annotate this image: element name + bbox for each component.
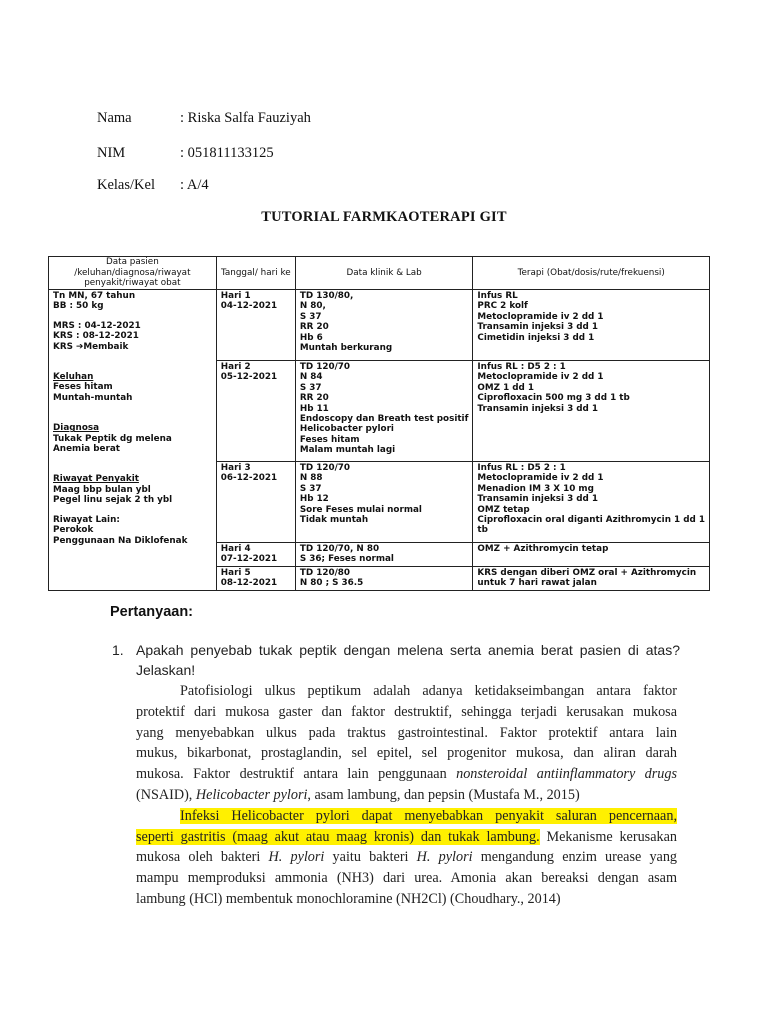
- clinic-line: N 88: [299, 473, 323, 484]
- answer-italic: H. pylori: [416, 849, 473, 866]
- highlighted-text: Infeksi Helicobacter pylori dapat menyebabkan penyakit saluran pencernaan,: [180, 807, 677, 824]
- table-header-row: [49, 257, 710, 290]
- answer-italic: H. pylori: [268, 849, 325, 866]
- header-date-line: hari ke: [260, 267, 291, 278]
- kelas-value: : A/4: [180, 177, 209, 193]
- riwayat-lain-heading: Riwayat Lain:: [53, 514, 120, 525]
- nim-value: : 051811133125: [180, 145, 274, 161]
- day-label: Hari 4: [220, 544, 251, 554]
- therapy-line: Infus RL: [477, 291, 518, 301]
- therapy-line: Infus RL : D5 2 : 1: [477, 463, 566, 473]
- answer-line: Patofisiologi ulkus peptikum adalah adanya ketidakseimbangan antara faktor: [180, 683, 677, 699]
- answer-text: mukosa oleh bakteri: [136, 849, 269, 866]
- nim-label: NIM: [97, 145, 126, 161]
- clinic-line: N 80 ; S 36.5: [299, 578, 364, 589]
- patient-weight: BB : 50 kg: [53, 301, 104, 312]
- day-date: 05-12-2021: [220, 372, 278, 383]
- therapy-line: Ciprofloxacin oral diganti Azithromycin 1 dd 1: [477, 515, 705, 526]
- day-cell: [216, 290, 295, 361]
- day-cell: [216, 543, 295, 567]
- answer-text: (NSAID),: [136, 786, 196, 803]
- answer-text: mengandung enzim urease yang: [472, 849, 678, 866]
- highlighted-text: seperti gastritis (maag akut atau maag kronis) dan tukak lambung.: [136, 828, 540, 845]
- answer-line: yang menyebabkan ulkus pada traktus gastrointestinal. Faktor protektif antara lain: [136, 724, 677, 741]
- clinic-line: S 37: [299, 311, 322, 322]
- therapy-cell: [473, 290, 710, 361]
- therapy-cell: [473, 361, 710, 462]
- therapy-cell: [473, 543, 710, 567]
- answer-line: [136, 827, 677, 848]
- clinic-line: Hb 11: [299, 403, 329, 414]
- day-label: Hari 3: [220, 463, 251, 473]
- therapy-cell: [473, 567, 710, 591]
- name-label: Nama: [97, 110, 132, 126]
- day-cell: [216, 361, 295, 462]
- patient-krs: KRS : 08-12-2021: [53, 331, 139, 342]
- clinic-line: Helicobacter pylori: [299, 424, 394, 435]
- header-clinic: [295, 257, 473, 290]
- question-number: 1.: [112, 642, 124, 658]
- diagnosa-heading: Diagnosa: [53, 423, 100, 434]
- clinic-line: Muntah berkurang: [299, 343, 393, 354]
- therapy-cell: [473, 462, 710, 543]
- day-date: 04-12-2021: [220, 301, 278, 312]
- clinic-line: TD 120/70, N 80: [299, 544, 380, 554]
- clinic-line: TD 120/70: [299, 463, 351, 473]
- day-label: Hari 5: [220, 568, 251, 578]
- patient-krs-status: KRS ➔Membaik: [53, 341, 129, 352]
- answer-line: [136, 764, 677, 785]
- clinic-line: Tidak muntah: [299, 515, 369, 526]
- therapy-line: Cimetidin injeksi 3 dd 1: [477, 332, 595, 343]
- answer-text: mukosa. Faktor destruktif antara lain penggunaan: [136, 766, 457, 783]
- header-clinic-line: Data klinik & Lab: [346, 267, 422, 278]
- clinic-line: Endoscopy dan Breath test positif: [299, 414, 469, 425]
- clinic-line: TD 130/80,: [299, 291, 354, 301]
- answer-italic: Helicobacter pylori: [195, 786, 308, 803]
- therapy-line: OMZ 1 dd 1: [477, 382, 535, 393]
- riwayat-lain-item: Penggunaan Na Diklofenak: [53, 535, 188, 546]
- header-patient: [49, 257, 217, 290]
- clinic-line: Feses hitam: [299, 434, 360, 445]
- therapy-line: Metoclopramide iv 2 dd 1: [477, 311, 604, 322]
- clinic-line: N 84: [299, 372, 323, 383]
- clinic-line: RR 20: [299, 322, 329, 333]
- therapy-line: Transamin injeksi 3 dd 1: [477, 494, 599, 505]
- answer-italic: nonsteroidal antiinflammatory drugs: [456, 766, 677, 783]
- day-date: 06-12-2021: [220, 473, 278, 484]
- answer-line: protektif dari mukosa gaster dan faktor destruktif, sehingga terjadi kerusakan mukosa: [136, 703, 677, 720]
- clinic-line: S 36; Feses normal: [299, 554, 394, 565]
- clinic-line: TD 120/80: [299, 568, 351, 578]
- kelas-label: Kelas/Kel: [97, 177, 155, 193]
- riwayat-item: Pegel linu sejak 2 th ybl: [53, 495, 173, 506]
- riwayat-item: Maag bbp bulan ybl: [53, 484, 151, 495]
- answer-text: , asam lambung, dan pepsin (Mustafa M., 2015): [307, 786, 580, 803]
- header-therapy-line: (Obat/dosis/rute/frekuensi): [546, 267, 665, 278]
- therapy-line: Menadion IM 3 X 10 mg: [477, 483, 594, 494]
- patient-identity: Tn MN, 67 tahun: [53, 291, 136, 301]
- therapy-line: Infus RL : D5 2 : 1: [477, 362, 566, 372]
- riwayat-heading: Riwayat Penyakit: [53, 474, 139, 485]
- clinic-line: S 37: [299, 382, 322, 393]
- header-patient-line: Data pasien: [106, 257, 159, 268]
- answer-line: mampu memproduksi ammonia (NH3) dari urea. Amonia akan bereaksi dengan asam: [136, 870, 677, 887]
- answer-line: [136, 785, 677, 806]
- clinic-cell: [295, 543, 473, 567]
- header-date: [216, 257, 295, 290]
- patient-data-cell: [49, 290, 217, 591]
- clinic-line: TD 120/70: [299, 362, 351, 372]
- therapy-line: PRC 2 kolf: [477, 301, 528, 312]
- therapy-line: KRS dengan diberi OMZ oral + Azithromycin: [477, 568, 697, 578]
- keluhan-item: Muntah-muntah: [53, 392, 133, 403]
- diagnosa-item: Tukak Peptik dg melena: [53, 433, 172, 444]
- questions-heading: Pertanyaan:: [110, 604, 194, 620]
- therapy-line: Metoclopramide iv 2 dd 1: [477, 473, 604, 484]
- clinic-cell: [295, 361, 473, 462]
- clinic-cell: [295, 290, 473, 361]
- patient-data-table: [48, 256, 710, 591]
- document-title: TUTORIAL FARMKAOTERAPI GIT: [261, 209, 507, 225]
- diagnosa-item: Anemia berat: [53, 444, 120, 455]
- patient-mrs: MRS : 04-12-2021: [53, 320, 141, 331]
- day-cell: [216, 567, 295, 591]
- answer-paragraph: [136, 681, 677, 910]
- header-date-line: Tanggal/: [220, 267, 258, 278]
- clinic-line: S 37: [299, 483, 322, 494]
- day-label: Hari 2: [220, 362, 251, 372]
- therapy-line: tb: [477, 525, 488, 536]
- answer-text: yaitu bakteri: [324, 849, 417, 866]
- therapy-line: Transamin injeksi 3 dd 1: [477, 322, 599, 333]
- clinic-line: Malam muntah lagi: [299, 445, 396, 456]
- clinic-cell: [295, 462, 473, 543]
- question-text: Apakah penyebab tukak peptik dengan melena serta anemia berat pasien di atas? Jelaskan!: [136, 642, 680, 678]
- header-patient-line: penyakit/riwayat obat: [84, 278, 181, 289]
- clinic-line: N 80,: [299, 301, 326, 312]
- therapy-line: Ciprofloxacin 500 mg 3 dd 1 tb: [477, 393, 630, 404]
- name-value: : Riska Salfa Fauziyah: [180, 110, 311, 126]
- answer-line: [136, 847, 677, 868]
- header-therapy-line: Terapi: [517, 267, 544, 278]
- answer-line: mukus, bikarbonat, prostaglandin, sel epitel, sel progenitor mukosa, dan aliran darah: [136, 745, 677, 762]
- clinic-cell: [295, 567, 473, 591]
- therapy-line: Transamin injeksi 3 dd 1: [477, 403, 599, 414]
- therapy-line: OMZ tetap: [477, 504, 530, 515]
- answer-text: Mekanisme kerusakan: [539, 828, 677, 845]
- table-row: [49, 290, 710, 361]
- therapy-line: OMZ + Azithromycin tetap: [477, 544, 609, 554]
- header-therapy: [473, 257, 710, 290]
- header-patient-line: /keluhan/diagnosa/riwayat: [74, 267, 191, 278]
- riwayat-lain-item: Perokok: [53, 525, 94, 536]
- day-date: 08-12-2021: [220, 578, 278, 589]
- keluhan-heading: Keluhan: [53, 372, 94, 383]
- day-label: Hari 1: [220, 291, 251, 301]
- therapy-line: Metoclopramide iv 2 dd 1: [477, 372, 604, 383]
- keluhan-item: Feses hitam: [53, 382, 113, 393]
- answer-line: lambung (HCl) membentuk monochloramine (NH2Cl) (Choudhary., 2014): [136, 890, 561, 907]
- clinic-line: Sore Feses mulai normal: [299, 504, 422, 515]
- clinic-line: Hb 12: [299, 494, 329, 505]
- clinic-line: RR 20: [299, 393, 329, 404]
- clinic-line: Hb 6: [299, 332, 323, 343]
- therapy-line: untuk 7 hari rawat jalan: [477, 578, 597, 589]
- day-cell: [216, 462, 295, 543]
- day-date: 07-12-2021: [220, 554, 278, 565]
- answer-line: [136, 806, 677, 827]
